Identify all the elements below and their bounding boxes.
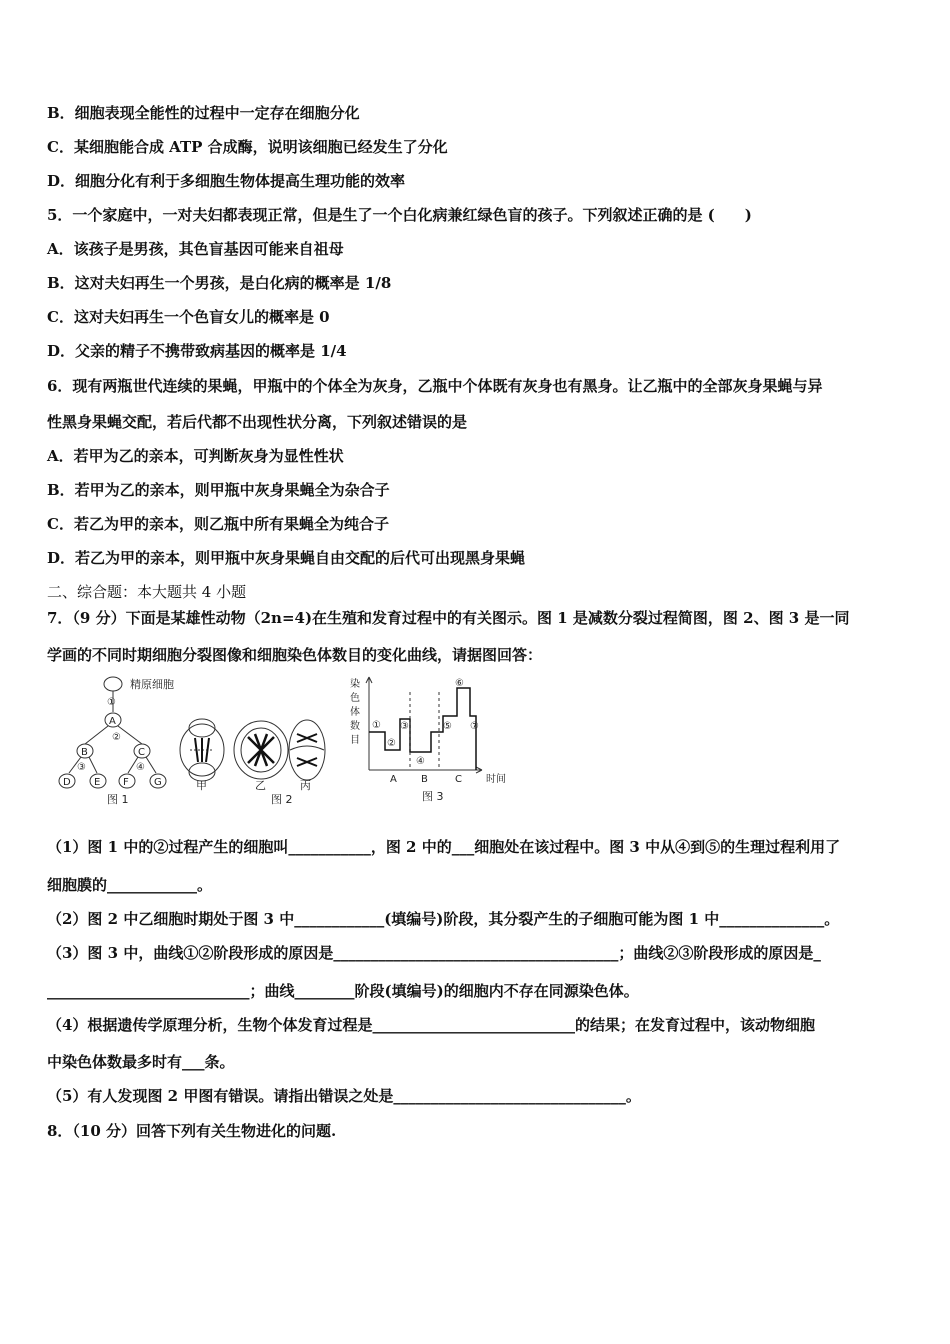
option-b-line: B．细胞表现全能性的过程中一定存在细胞分化 [47,104,360,122]
fig3-ylabel-1: 染 [350,679,360,690]
q5-option-a: A．该孩子是男孩，其色盲基因可能来自祖母 [47,240,344,258]
fig3-ylabel-2: 色 [350,693,360,704]
fig2-label-jia: 甲 [196,779,207,792]
q7-part-4-line-1: （4）根据遗传学原理分析，生物个体发育过程是___________________________的结果；在发育过程中，该动物细胞 [47,1016,815,1034]
section-2-heading: 二、综合题：本大题共 4 小题 [47,583,247,601]
figures-svg [50,672,520,812]
fig3-ylabel-3: 体 [350,707,360,718]
fig1-step-4: ④ [136,762,145,773]
fig3-mark-7: ⑦ [470,721,479,732]
question-8-stem: 8．（10 分）回答下列有关生物进化的问题. [47,1122,337,1140]
fig3-mark-6: ⑥ [455,678,464,689]
fig2-caption: 图 2 [271,793,293,806]
q7-part-1-line-2: 细胞膜的____________。 [47,876,213,894]
fig1-step-1: ① [107,697,116,708]
fig3-mark-1: ① [372,720,381,731]
q7-part-3-line-1: （3）图 3 中，曲线①②阶段形成的原因是______________________________________；曲线②③阶段形成的原因是_ [47,944,821,962]
fig3-mark-3: ③ [400,721,409,732]
fig2-label-bing: 丙 [300,779,311,792]
fig1-label-c: C [138,747,145,758]
fig1-step-3: ③ [77,762,86,773]
question-7-stem-2: 学画的不同时期细胞分裂图像和细胞染色体数目的变化曲线，请据图回答： [47,646,543,664]
question-7-figures [50,672,520,812]
q5-option-b: B．这对夫妇再生一个男孩，是白化病的概率是 1/8 [47,274,392,292]
fig1-step-2: ② [112,732,121,743]
fig1-caption: 图 1 [107,793,129,806]
q5-option-d: D．父亲的精子不携带致病基因的概率是 1/4 [47,342,347,360]
question-5-stem: 5．一个家庭中，一对夫妇都表现正常，但是生了一个白化病兼红绿色盲的孩子。下列叙述正确的是 ( ) [47,206,752,224]
question-6-stem-1: 6．现有两瓶世代连续的果蝇，甲瓶中的个体全为灰身，乙瓶中个体既有灰身也有黑身。让乙瓶中的全部灰身果蝇与异 [47,377,823,395]
question-7-stem-1: 7．（9 分）下面是某雄性动物（2n=4)在生殖和发育过程中的有关图示。图 1 是减数分裂过程简图，图 2、图 3 是一同 [47,609,850,627]
fig1-label-e: E [94,777,101,788]
option-c-line: C．某细胞能合成 ATP 合成酶，说明该细胞已经发生了分化 [47,138,448,156]
q7-part-1-line-1: （1）图 1 中的②过程产生的细胞叫___________，图 2 中的___细胞处在该过程中。图 3 中从④到⑤的生理过程利用了 [47,838,841,856]
fig3-ylabel-4: 数 [350,721,360,732]
q6-option-b: B．若甲为乙的亲本，则甲瓶中灰身果蝇全为杂合子 [47,481,390,499]
fig3-stage-c: C [455,774,462,785]
q7-part-2: （2）图 2 中乙细胞时期处于图 3 中____________(填编号)阶段，其分裂产生的子细胞可能为图 1 中______________。 [47,910,840,928]
fig3-stage-b: B [421,774,428,785]
q6-option-a: A．若甲为乙的亲本，可判断灰身为显性性状 [47,447,344,465]
fig3-stage-a: A [390,774,397,785]
fig1-label-d: D [63,777,71,788]
fig1-label-a: A [109,716,116,727]
fig1-top-label: 精原细胞 [130,678,174,691]
fig1-label-b: B [81,747,88,758]
fig3-xlabel: 时间 [486,774,506,785]
q5-option-c: C．这对夫妇再生一个色盲女儿的概率是 0 [47,308,330,326]
fig2-label-yi: 乙 [255,779,266,792]
q7-part-5: （5）有人发现图 2 甲图有错误。请指出错误之处是_______________________________。 [47,1087,641,1105]
q6-option-d: D．若乙为甲的亲本，则甲瓶中灰身果蝇自由交配的后代可出现黑身果蝇 [47,549,526,567]
fig3-caption: 图 3 [422,790,444,803]
cell-bing [289,720,325,780]
fig3-mark-5: ⑤ [443,721,452,732]
figure-2 [180,719,325,781]
q6-option-c: C．若乙为甲的亲本，则乙瓶中所有果蝇全为纯合子 [47,515,389,533]
fig1-label-g: G [154,777,162,788]
fig3-ylabel-5: 目 [350,735,360,746]
option-d-line: D．细胞分化有利于多细胞生物体提高生理功能的效率 [47,172,406,190]
fig1-label-f: F [123,777,129,788]
fig3-mark-4: ④ [416,756,425,767]
question-6-stem-2: 性黑身果蝇交配，若后代都不出现性状分离，下列叙述错误的是 [47,413,468,431]
q7-part-4-line-2: 中染色体数最多时有___条。 [47,1053,235,1071]
spermatogonium-cell [104,677,122,691]
q7-part-3-line-2: ___________________________；曲线________阶段(填编号)的细胞内不存在同源染色体。 [47,982,639,1000]
fig3-mark-2: ② [387,738,396,749]
